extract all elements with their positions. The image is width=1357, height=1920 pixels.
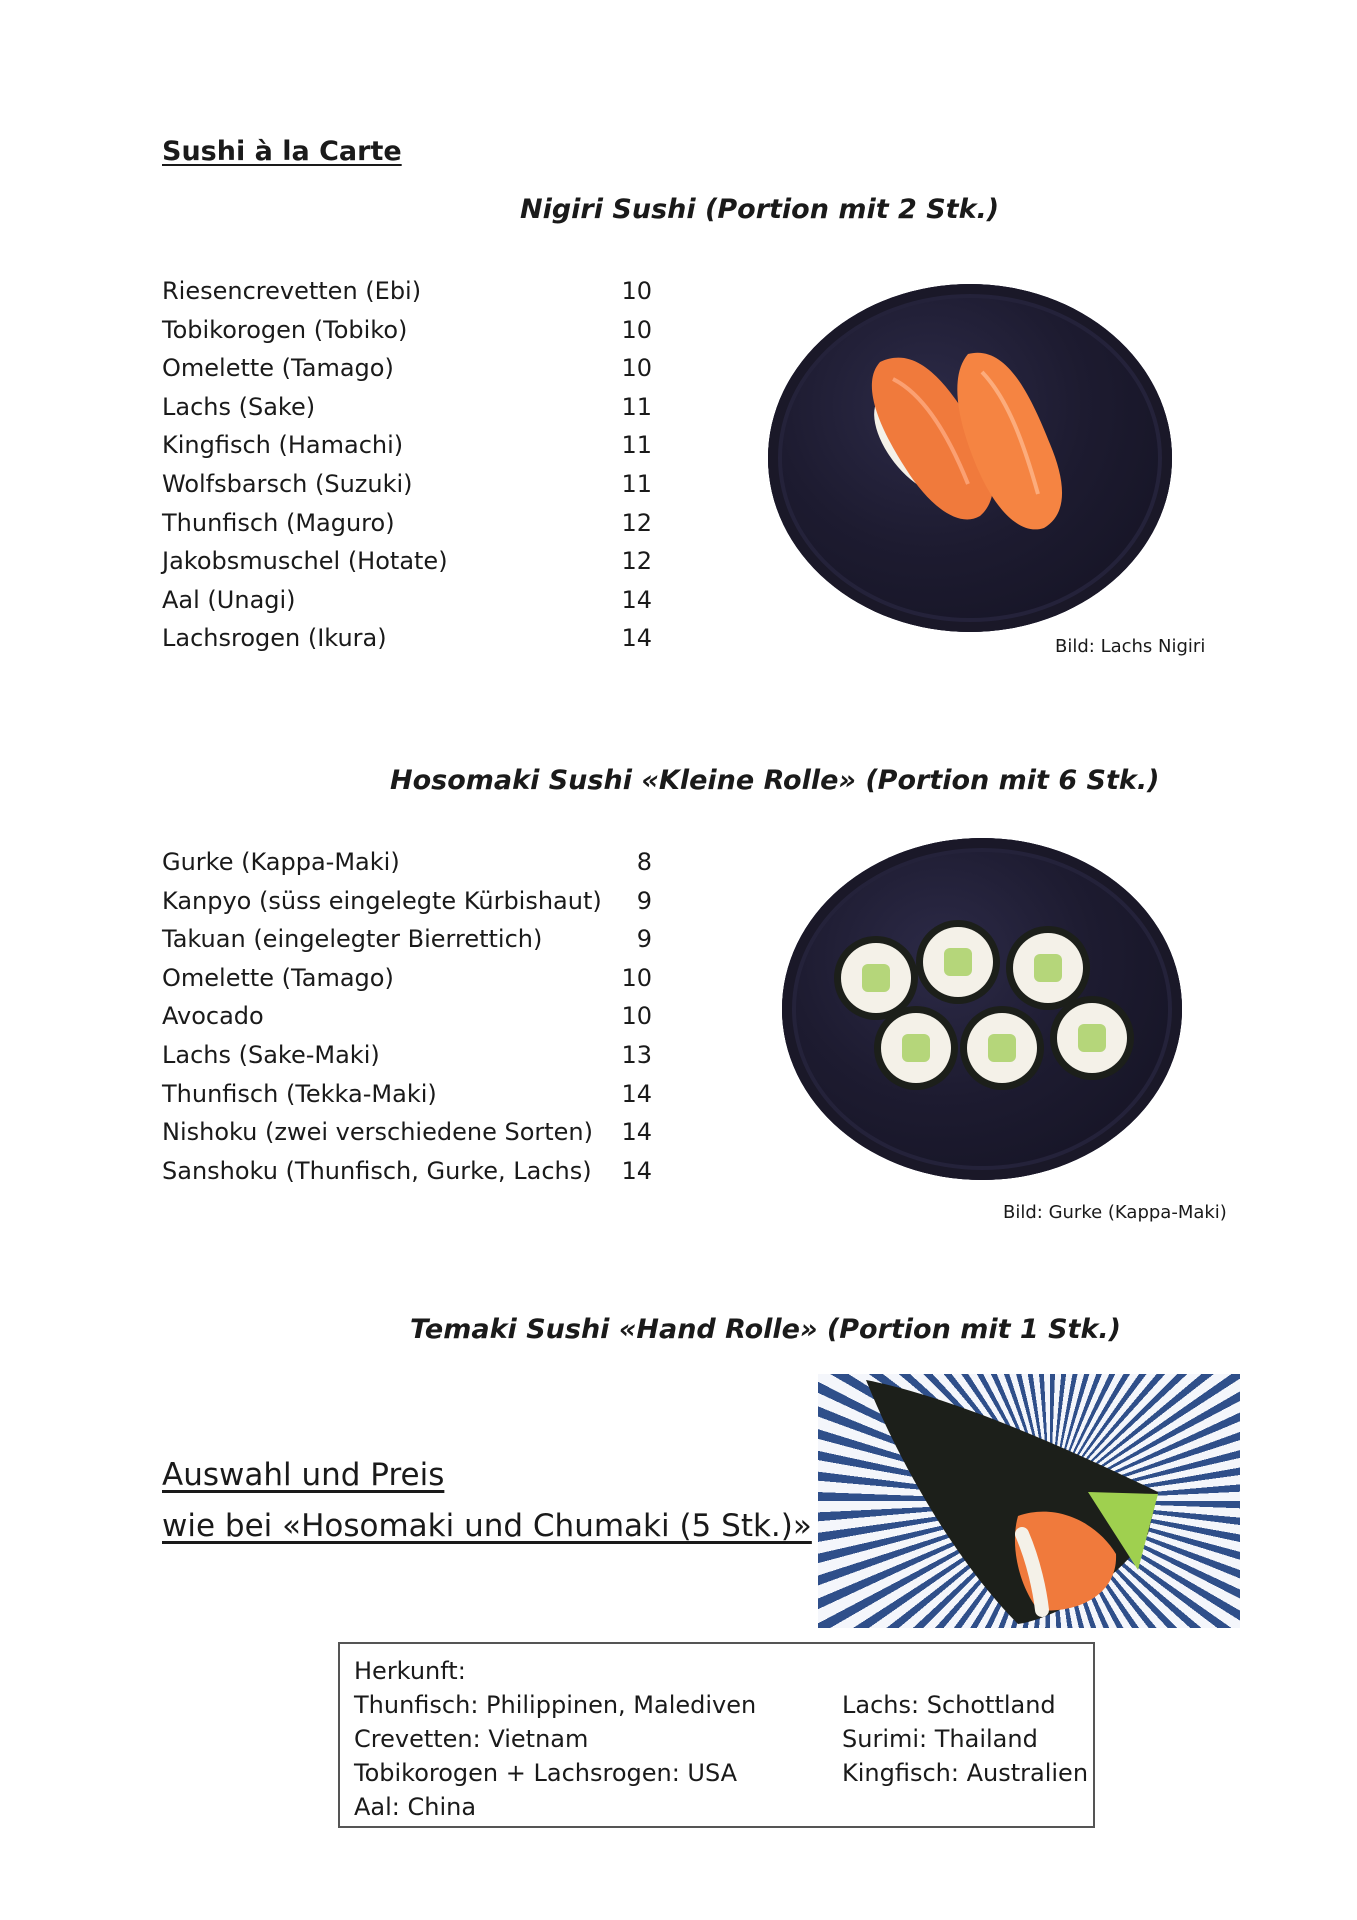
menu-item-name: Wolfsbarsch (Suzuki) — [162, 469, 413, 498]
nigiri-menu-list — [162, 272, 652, 658]
menu-item — [162, 959, 652, 998]
menu-item-price: 10 — [621, 277, 652, 305]
menu-item-price: 10 — [621, 963, 652, 992]
temaki-section-title: Temaki Sushi «Hand Rolle» (Portion mit 1 Stk.) — [410, 1314, 1122, 1345]
menu-item-price: 14 — [621, 1079, 652, 1108]
menu-item-price: 10 — [621, 1002, 652, 1031]
menu-item-name: Sanshoku (Thunfisch, Gurke, Lachs) — [162, 1156, 592, 1185]
menu-item-name: Gurke (Kappa-Maki) — [162, 848, 400, 876]
menu-item — [162, 1075, 652, 1114]
salmon-nigiri-illustration — [768, 284, 1172, 632]
nigiri-image-caption: Bild: Lachs Nigiri — [1055, 636, 1206, 657]
menu-item-price: 14 — [621, 1118, 652, 1147]
menu-item-name: Tobikorogen (Tobiko) — [162, 315, 408, 344]
temaki-info-line-2: wie bei «Hosomaki und Chumaki (5 Stk.)» — [162, 1508, 812, 1544]
menu-item-price: 10 — [621, 315, 652, 344]
temaki-illustration — [818, 1374, 1240, 1628]
menu-item — [162, 997, 652, 1036]
kappa-maki-illustration — [782, 838, 1182, 1180]
origin-line: Tobikorogen + Lachsrogen: USA — [354, 1759, 738, 1787]
menu-item-name: Thunfisch (Maguro) — [162, 508, 395, 537]
maki-roll-icon — [1006, 926, 1090, 1010]
page-title: Sushi à la Carte — [162, 136, 402, 167]
menu-item-name: Takuan (eingelegter Bierrettich) — [162, 925, 543, 954]
hosomaki-section-title: Hosomaki Sushi «Kleine Rolle» (Portion mit 6 Stk.) — [390, 765, 1160, 796]
menu-item-name: Nishoku (zwei verschiedene Sorten) — [162, 1118, 593, 1147]
origin-line: Surimi: Thailand — [842, 1725, 1038, 1753]
maki-roll-icon — [916, 920, 1000, 1004]
menu-item-price: 12 — [621, 547, 652, 576]
menu-item — [162, 465, 652, 504]
menu-item — [162, 920, 652, 959]
temaki-hand-roll-image — [818, 1374, 1240, 1628]
menu-item-name: Lachs (Sake-Maki) — [162, 1040, 380, 1069]
menu-item-name: Riesencrevetten (Ebi) — [162, 277, 422, 305]
salmon-nigiri-image — [768, 284, 1172, 632]
menu-item-price: 11 — [621, 431, 652, 460]
menu-item-name: Omelette (Tamago) — [162, 354, 394, 383]
maki-roll-icon — [874, 1006, 958, 1090]
hosomaki-image-caption: Bild: Gurke (Kappa-Maki) — [1003, 1202, 1227, 1223]
menu-item-price: 14 — [621, 1156, 652, 1185]
menu-item — [162, 542, 652, 581]
temaki-info-line-1: Auswahl und Preis — [162, 1457, 445, 1493]
menu-item-name: Avocado — [162, 1002, 264, 1031]
origin-line: Aal: China — [354, 1793, 477, 1821]
menu-item-price: 10 — [621, 354, 652, 383]
menu-item-price: 13 — [621, 1040, 652, 1069]
menu-item — [162, 311, 652, 350]
menu-item — [162, 1036, 652, 1075]
maki-roll-icon — [1050, 996, 1134, 1080]
menu-item — [162, 388, 652, 427]
menu-item — [162, 619, 652, 658]
origin-line: Kingfisch: Australien — [842, 1759, 1089, 1787]
maki-roll-icon — [960, 1006, 1044, 1090]
menu-item — [162, 504, 652, 543]
menu-item — [162, 843, 652, 882]
origin-line: Crevetten: Vietnam — [354, 1725, 589, 1753]
menu-item-name: Kingfisch (Hamachi) — [162, 431, 404, 460]
menu-item-name: Lachsrogen (Ikura) — [162, 624, 387, 653]
menu-item — [162, 882, 652, 921]
menu-item-price: 14 — [621, 585, 652, 614]
menu-item-name: Jakobsmuschel (Hotate) — [162, 547, 448, 576]
menu-item-name: Omelette (Tamago) — [162, 963, 394, 992]
menu-item-price: 11 — [621, 392, 652, 421]
menu-item — [162, 349, 652, 388]
menu-item — [162, 1152, 652, 1191]
menu-item — [162, 1113, 652, 1152]
menu-item-price: 14 — [621, 624, 652, 653]
menu-item — [162, 426, 652, 465]
menu-item-price: 11 — [621, 469, 652, 498]
menu-item-name: Thunfisch (Tekka-Maki) — [162, 1079, 437, 1108]
origin-left-column — [354, 1654, 756, 1824]
menu-item-price: 12 — [621, 508, 652, 537]
menu-item-price: 9 — [636, 925, 652, 954]
menu-item-name: Kanpyo (süss eingelegte Kürbishaut) — [162, 886, 602, 915]
origin-heading: Herkunft: — [354, 1657, 466, 1685]
hosomaki-menu-list — [162, 843, 652, 1190]
menu-item-name: Aal (Unagi) — [162, 585, 296, 614]
kappa-maki-image — [782, 838, 1182, 1180]
origin-info-box — [338, 1642, 1095, 1828]
origin-line: Lachs: Schottland — [842, 1691, 1056, 1719]
menu-item-price: 8 — [636, 848, 652, 876]
menu-item-name: Lachs (Sake) — [162, 392, 316, 421]
origin-line: Thunfisch: Philippinen, Malediven — [354, 1691, 757, 1719]
menu-item — [162, 272, 652, 311]
nigiri-section-title: Nigiri Sushi (Portion mit 2 Stk.) — [520, 194, 1000, 225]
origin-right-column — [842, 1688, 1088, 1790]
menu-item-price: 9 — [636, 886, 652, 915]
menu-item — [162, 581, 652, 620]
